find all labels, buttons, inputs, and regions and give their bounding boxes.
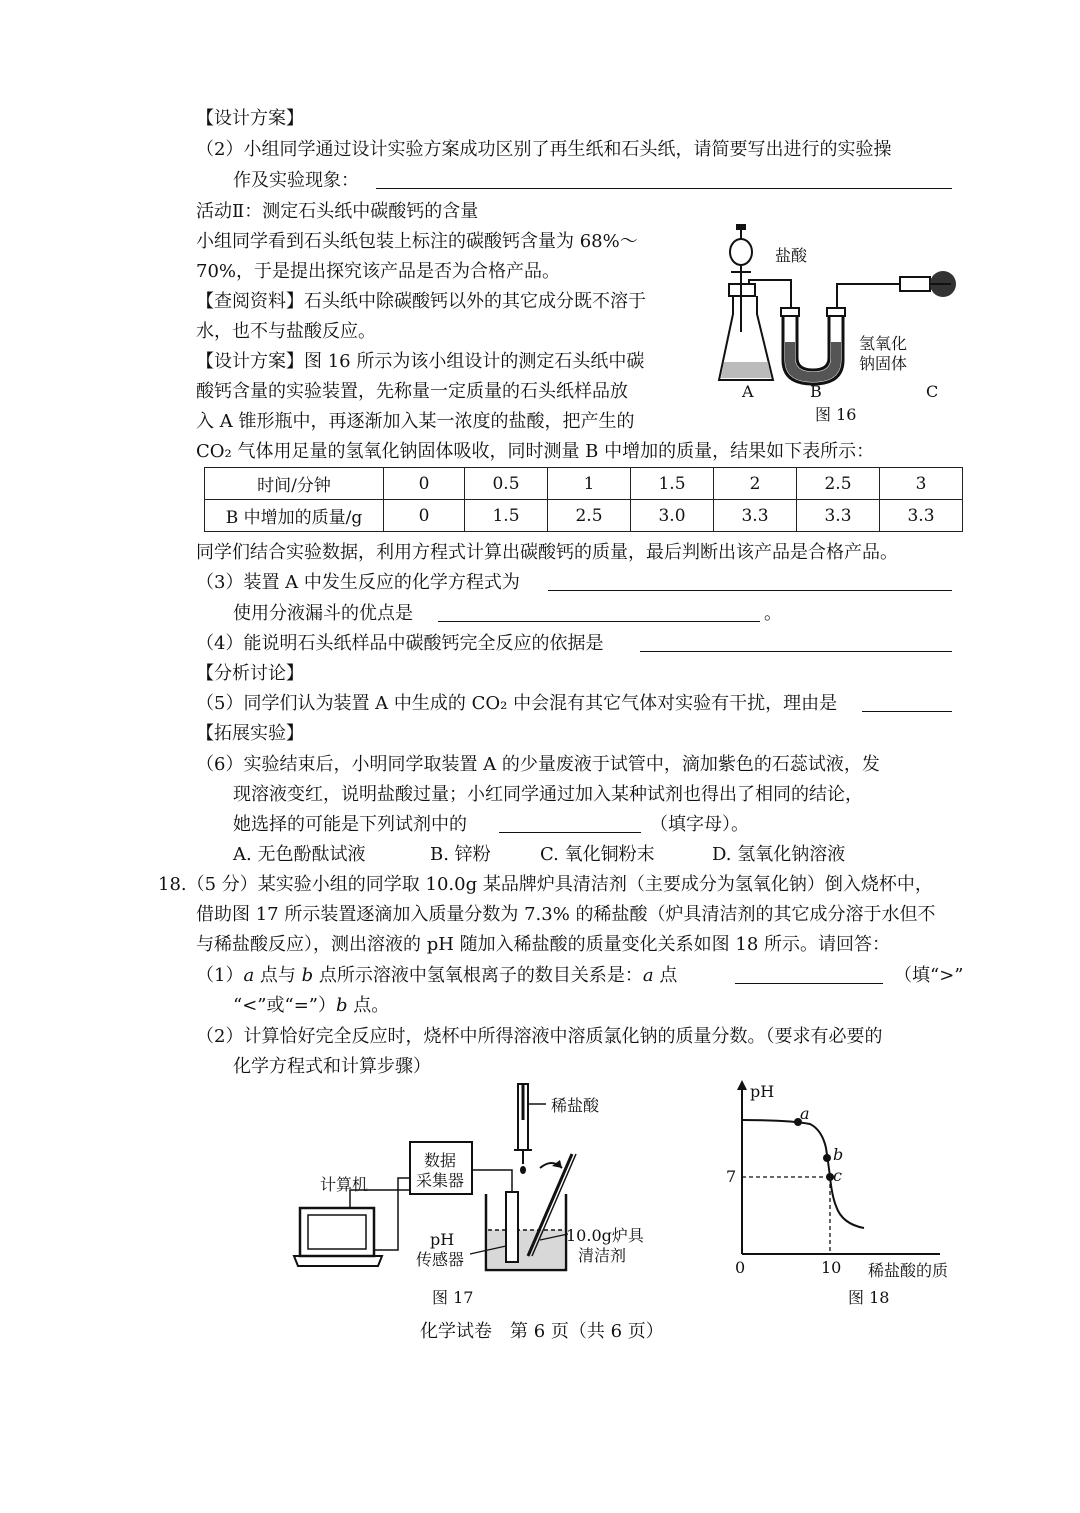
q5-answer-blank[interactable] xyxy=(862,693,952,712)
fig16-label-b: B xyxy=(810,382,822,401)
q18-line1: 18.（5 分）某实验小组的同学取 10.0g 某品牌炉具清洁剂（主要成分为氢氧化钠）倒入烧杯中， xyxy=(158,874,933,895)
design-header: 【设计方案】 xyxy=(196,108,304,129)
q3-line1: （3）装置 A 中发生反应的化学方程式为 xyxy=(196,572,520,593)
para-line1: 小组同学看到石头纸包装上标注的碳酸钙含量为 68%～ xyxy=(196,231,638,252)
table-cell: 2.5 xyxy=(548,500,631,532)
table-head-time: 时间/分钟 xyxy=(205,468,384,500)
table-cell: 2 xyxy=(714,468,797,500)
fig18-caption: 图 18 xyxy=(848,1288,890,1307)
fig16-naoh-label-1: 氢氧化 xyxy=(859,334,908,353)
fig18-point-c: c xyxy=(833,1166,842,1185)
q18-sub1-num: （1） xyxy=(196,965,244,986)
q2-answer-blank[interactable] xyxy=(376,170,952,189)
para-line4: 水，也不与盐酸反应。 xyxy=(196,321,376,342)
fig18-x0-label: 0 xyxy=(735,1258,746,1277)
q18-sub1-blank[interactable] xyxy=(735,965,883,984)
table-cell: 0.5 xyxy=(465,468,548,500)
fig16-hcl-label: 盐酸 xyxy=(775,246,808,265)
fig16-label-c: C xyxy=(926,382,939,401)
q2-line2-text: 作及实验现象： xyxy=(233,170,359,191)
q6-line1: （6）实验结束后，小明同学取装置 A 的少量废液于试管中，滴加紫色的石蕊试液，发 xyxy=(196,754,880,775)
fig17-collector-label-2: 采集器 xyxy=(416,1171,465,1190)
analysis-header: 【分析讨论】 xyxy=(196,663,304,684)
page-footer: 化学试卷 第 6 页（共 6 页） xyxy=(420,1321,664,1342)
table-cell: 3.3 xyxy=(880,500,963,532)
table-cell: 0 xyxy=(384,500,465,532)
q6-option-d: D. 氢氧化钠溶液 xyxy=(712,844,846,865)
conclusion-line: 同学们结合实验数据，利用方程式计算出碳酸钙的质量，最后判断出该产品是合格产品。 xyxy=(196,542,898,563)
para-line8: CO₂ 气体用足量的氢氧化钠固体吸收，同时测量 B 中增加的质量，结果如下表所示： xyxy=(196,441,875,462)
q18-sub1-text: 点所示溶液中氢氧根离子的数目关系是： xyxy=(313,965,643,986)
q4-answer-blank[interactable] xyxy=(640,633,952,652)
fig18-point-b: b xyxy=(833,1145,844,1164)
q18-line3: 与稀盐酸反应），测出溶液的 pH 随加入稀盐酸的质量变化关系如图 18 所示。请回答： xyxy=(196,934,891,955)
q6-answer-blank[interactable] xyxy=(499,814,641,833)
fig18-y7-label: 7 xyxy=(726,1167,737,1186)
fig17-acid-label: 稀盐酸 xyxy=(551,1096,600,1115)
fig17-computer-label: 计算机 xyxy=(320,1175,369,1194)
fig18-point-a: a xyxy=(800,1104,810,1123)
point-a-label: a xyxy=(243,965,255,986)
q6-line2: 现溶液变红，说明盐酸过量；小红同学通过加入某种试剂也得出了相同的结论， xyxy=(233,784,863,805)
fig17-cleaner-label-2: 清洁剂 xyxy=(578,1246,627,1265)
table-cell: 1.5 xyxy=(631,468,714,500)
q2-line1: （2）小组同学通过设计实验方案成功区别了再生纸和石头纸，请简要写出进行的实验操 xyxy=(196,139,892,160)
fig16-naoh-label-2: 钠固体 xyxy=(859,354,908,373)
fig17-collector-label-1: 数据 xyxy=(424,1151,457,1170)
q6-option-b: B. 锌粉 xyxy=(430,844,491,865)
q3-advantage-blank[interactable] xyxy=(438,603,760,622)
table-row-mass xyxy=(205,500,963,532)
q18-sub1-hint: （填“>” xyxy=(894,965,964,986)
q2-line2 xyxy=(233,168,359,194)
q18-sub2-line2: 化学方程式和计算步骤） xyxy=(233,1056,431,1077)
table-row-time xyxy=(205,468,963,500)
table-cell: 3.0 xyxy=(631,500,714,532)
extension-header: 【拓展实验】 xyxy=(196,723,304,744)
fig18-x10-label: 10 xyxy=(821,1258,842,1277)
fig18-ylabel: pH xyxy=(750,1082,775,1101)
q18-sub1-text: 点与 xyxy=(254,965,302,986)
table-cell: 3 xyxy=(880,468,963,500)
fig17-cleaner-label-1: 10.0g炉具 xyxy=(566,1226,644,1245)
table-cell: 2.5 xyxy=(797,468,880,500)
q4-line: （4）能说明石头纸样品中碳酸钙完全反应的依据是 xyxy=(196,633,604,654)
point-a-label: a xyxy=(642,965,654,986)
table-cell: 1.5 xyxy=(465,500,548,532)
para-line3: 【查阅资料】石头纸中除碳酸钙以外的其它成分既不溶于 xyxy=(196,291,646,312)
table-cell: 1 xyxy=(548,468,631,500)
table-cell: 3.3 xyxy=(714,500,797,532)
q18-sub1-end: 点。 xyxy=(347,995,390,1016)
para-line5: 【设计方案】图 16 所示为该小组设计的测定石头纸中碳 xyxy=(196,351,645,372)
q18-line2: 借助图 17 所示装置逐滴加入质量分数为 7.3% 的稀盐酸（炉具清洁剂的其它成分溶于水但不 xyxy=(196,904,936,925)
para-line2: 70%，于是提出探究该产品是否为合格产品。 xyxy=(196,261,561,282)
table-cell: 0 xyxy=(384,468,465,500)
q18-sub1-line1 xyxy=(196,963,677,989)
fig17-sensor-label-2: 传感器 xyxy=(416,1250,465,1269)
point-b-label: b xyxy=(301,965,314,986)
fig17-caption: 图 17 xyxy=(432,1288,474,1307)
table-head-mass: B 中增加的质量/g xyxy=(205,500,384,532)
q6-option-a: A. 无色酚酞试液 xyxy=(233,844,366,865)
fig18-xlabel: 稀盐酸的质 xyxy=(868,1261,949,1280)
q3-line2: 使用分液漏斗的优点是 xyxy=(233,603,413,624)
fig16-caption: 图 16 xyxy=(815,405,857,424)
para-line6: 酸钙含量的实验装置，先称量一定质量的石头纸样品放 xyxy=(196,381,628,402)
q18-sub2-line1: （2）计算恰好完全反应时，烧杯中所得溶液中溶质氯化钠的质量分数。（要求有必要的 xyxy=(196,1026,883,1047)
activity-2-title: 活动Ⅱ：测定石头纸中碳酸钙的含量 xyxy=(196,201,479,222)
mass-increase-table xyxy=(204,467,963,532)
fig17-sensor-label-1: pH xyxy=(430,1230,455,1249)
q18-sub1-text: 点 xyxy=(653,965,678,986)
para-line7: 入 A 锥形瓶中，再逐渐加入某一浓度的盐酸，把产生的 xyxy=(196,411,635,432)
q18-sub1-line2 xyxy=(233,993,389,1019)
q3-period: 。 xyxy=(764,603,782,624)
table-cell: 3.3 xyxy=(797,500,880,532)
q5-line: （5）同学们认为装置 A 中生成的 CO₂ 中会混有其它气体对实验有干扰，理由是 xyxy=(196,693,838,714)
q18-sub1-hint2: “<”或“=”） xyxy=(233,995,336,1016)
q6-line3-end: （填字母）。 xyxy=(650,814,749,835)
q6-option-c: C. 氧化铜粉末 xyxy=(540,844,655,865)
fig16-label-a: A xyxy=(742,382,754,401)
q3-equation-blank[interactable] xyxy=(548,572,952,591)
point-b-marker xyxy=(823,1154,831,1162)
q6-line3: 她选择的可能是下列试剂中的 xyxy=(233,814,467,835)
point-b-label: b xyxy=(335,995,348,1016)
